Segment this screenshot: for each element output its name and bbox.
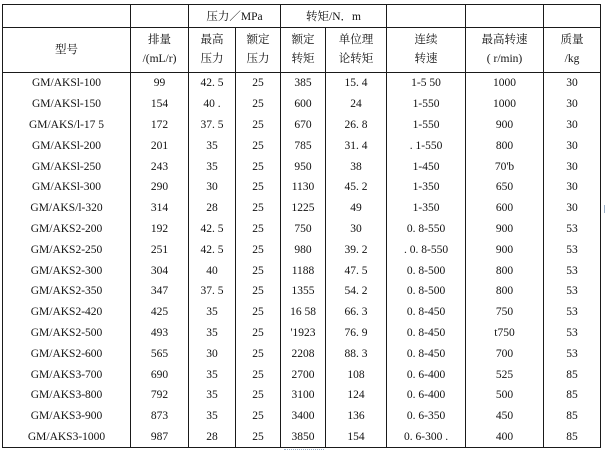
mass-cell: 30 (544, 94, 601, 115)
rated-pressure-cell: 25 (236, 115, 281, 136)
table-row (3, 385, 601, 406)
max-pressure-cell: 35 (189, 323, 236, 344)
mass-cell: 53 (544, 239, 601, 260)
model-cell: GM/AKS2-250 (3, 239, 131, 260)
table-row (3, 364, 601, 385)
column-header-text: 最高 (200, 34, 224, 46)
continuous-speed-cell: 0. 6-400 (387, 385, 466, 406)
unit-torque-cell: 38 (326, 156, 387, 177)
max-speed-cell: 70'b (466, 156, 544, 177)
displacement-cell: 154 (131, 94, 189, 115)
displacement-cell: 172 (131, 115, 189, 136)
table-row (3, 260, 601, 281)
max-pressure-cell: 30 (189, 177, 236, 198)
column-header-text: 型号 (55, 43, 78, 56)
max-speed-cell: 650 (466, 177, 544, 198)
continuous-speed-cell: 0. 8-500 (387, 281, 466, 302)
continuous-speed-cell: 0. 6-400 (387, 364, 466, 385)
continuous-speed-cell: 0. 6-350 (387, 406, 466, 427)
rated-torque-cell: '1923 (281, 323, 326, 344)
page-foot-marker (284, 449, 324, 450)
rated-pressure-cell: 25 (236, 302, 281, 323)
max-pressure-cell: 28 (189, 427, 236, 448)
max-pressure-cell: 42. 5 (189, 239, 236, 260)
max-speed-cell: 525 (466, 364, 544, 385)
rated-pressure-cell: 25 (236, 73, 281, 94)
rated-torque-cell: 1188 (281, 260, 326, 281)
max-speed-cell: 1000 (466, 73, 544, 94)
max-pressure-cell: 30 (189, 343, 236, 364)
max-speed-cell: 800 (466, 260, 544, 281)
table-row (3, 94, 601, 115)
column-header-row (3, 28, 601, 73)
column-header-rated-torque (281, 28, 326, 73)
max-speed-cell: 900 (466, 115, 544, 136)
rated-pressure-cell: 25 (236, 385, 281, 406)
max-speed-cell: 800 (466, 281, 544, 302)
rated-pressure-cell: 25 (236, 281, 281, 302)
column-header-unit-torque (326, 28, 387, 73)
model-cell: GM/AKSl-200 (3, 135, 131, 156)
model-cell: GM/AKS/l-17 5 (3, 115, 131, 136)
column-header-text: 压力 (200, 53, 224, 65)
column-header-mass (544, 28, 601, 73)
unit-torque-cell: 54. 2 (326, 281, 387, 302)
model-cell: GM/AKS2-500 (3, 323, 131, 344)
rated-torque-cell: 2700 (281, 364, 326, 385)
unit-torque-cell: 76. 9 (326, 323, 387, 344)
mass-cell: 30 (544, 73, 601, 94)
mass-cell: 53 (544, 302, 601, 323)
continuous-speed-cell: 0. 8-500 (387, 260, 466, 281)
rated-torque-cell: 670 (281, 115, 326, 136)
mass-cell: 53 (544, 281, 601, 302)
model-cell: GM/AKS3-800 (3, 385, 131, 406)
displacement-cell: 201 (131, 135, 189, 156)
column-header-unit: /kg (564, 53, 580, 65)
rated-torque-cell: 1130 (281, 177, 326, 198)
pressure-group-header: 压力／MPa (189, 5, 281, 28)
column-header-text: 转速 (414, 53, 438, 65)
rated-pressure-cell: 25 (236, 364, 281, 385)
max-speed-cell: 900 (466, 219, 544, 240)
mass-cell: 30 (544, 198, 601, 219)
column-header-text: 排量 (148, 34, 171, 46)
table-row (3, 73, 601, 94)
column-header-model (3, 28, 131, 73)
mass-cell: 85 (544, 385, 601, 406)
table-row (3, 198, 601, 219)
table-row (3, 177, 601, 198)
table-row (3, 135, 601, 156)
displacement-cell: 99 (131, 73, 189, 94)
continuous-speed-cell: 1-350 (387, 177, 466, 198)
max-speed-cell: 1000 (466, 94, 544, 115)
column-header-text: 额定 (291, 34, 315, 46)
mass-cell: 53 (544, 260, 601, 281)
displacement-cell: 690 (131, 364, 189, 385)
continuous-speed-cell: 0. 8-450 (387, 302, 466, 323)
mass-cell: 85 (544, 406, 601, 427)
max-pressure-cell: 35 (189, 156, 236, 177)
column-header-text: 转矩 (291, 53, 315, 65)
max-pressure-cell: 37. 5 (189, 115, 236, 136)
spec-table-body (3, 5, 601, 448)
mass-cell: 85 (544, 427, 601, 448)
rated-torque-cell: 600 (281, 94, 326, 115)
column-header-continuous-speed (387, 28, 466, 73)
displacement-cell: 192 (131, 219, 189, 240)
column-header-displacement (131, 28, 189, 73)
rated-torque-cell: 950 (281, 156, 326, 177)
displacement-cell: 314 (131, 198, 189, 219)
unit-torque-cell: 49 (326, 198, 387, 219)
column-header-text: 质量 (560, 34, 584, 46)
displacement-cell: 347 (131, 281, 189, 302)
continuous-speed-cell: 0. 8-450 (387, 343, 466, 364)
max-speed-cell: 450 (466, 406, 544, 427)
rated-pressure-cell: 25 (236, 135, 281, 156)
displacement-cell: 493 (131, 323, 189, 344)
unit-torque-cell: 26. 8 (326, 115, 387, 136)
max-pressure-cell: 35 (189, 406, 236, 427)
column-header-text: 额定 (246, 34, 270, 46)
column-header-text: 压力 (246, 53, 270, 65)
unit-torque-cell: 39. 2 (326, 239, 387, 260)
column-header-text: 连续 (414, 34, 438, 46)
unit-torque-cell: 31. 4 (326, 135, 387, 156)
max-speed-cell: 800 (466, 135, 544, 156)
unit-torque-cell: 66. 3 (326, 302, 387, 323)
mass-cell: 53 (544, 323, 601, 344)
group-header-blank (131, 5, 189, 28)
model-cell: GM/AKS2-350 (3, 281, 131, 302)
mass-cell: 30 (544, 135, 601, 156)
displacement-cell: 792 (131, 385, 189, 406)
mass-cell: 30 (544, 115, 601, 136)
max-pressure-cell: 35 (189, 135, 236, 156)
rated-torque-cell: 750 (281, 219, 326, 240)
max-pressure-cell: 37. 5 (189, 281, 236, 302)
torque-group-header: 转矩/N．m (281, 5, 387, 28)
rated-torque-cell: 785 (281, 135, 326, 156)
unit-torque-cell: 45. 2 (326, 177, 387, 198)
unit-torque-cell: 88. 3 (326, 343, 387, 364)
model-cell: GM/AKS2-420 (3, 302, 131, 323)
rated-torque-cell: 2208 (281, 343, 326, 364)
rated-torque-cell: 1225 (281, 198, 326, 219)
continuous-speed-cell: 0. 6-300 . (387, 427, 466, 448)
unit-torque-cell: 136 (326, 406, 387, 427)
rated-pressure-cell: 25 (236, 198, 281, 219)
rated-torque-cell: 3850 (281, 427, 326, 448)
rated-pressure-cell: 25 (236, 260, 281, 281)
group-header-row (3, 5, 601, 28)
max-speed-cell: 500 (466, 385, 544, 406)
mass-cell: 85 (544, 364, 601, 385)
unit-torque-cell: 15. 4 (326, 73, 387, 94)
displacement-cell: 565 (131, 343, 189, 364)
table-row (3, 323, 601, 344)
model-cell: GM/AKSl-100 (3, 73, 131, 94)
table-row (3, 115, 601, 136)
rated-pressure-cell: 25 (236, 177, 281, 198)
max-speed-cell: 700 (466, 343, 544, 364)
displacement-cell: 243 (131, 156, 189, 177)
model-cell: GM/AKS2-300 (3, 260, 131, 281)
column-header-text: 单位理 (338, 34, 374, 46)
rated-pressure-cell: 25 (236, 427, 281, 448)
unit-torque-cell: 30 (326, 219, 387, 240)
rated-torque-cell: 16 58 (281, 302, 326, 323)
max-speed-cell: 900 (466, 239, 544, 260)
table-row (3, 239, 601, 260)
displacement-cell: 290 (131, 177, 189, 198)
max-pressure-cell: 35 (189, 302, 236, 323)
max-pressure-cell: 28 (189, 198, 236, 219)
displacement-cell: 425 (131, 302, 189, 323)
model-cell: GM/AKS3-1000 (3, 427, 131, 448)
max-pressure-cell: 42. 5 (189, 219, 236, 240)
column-header-text: 最高转速 (481, 34, 528, 46)
table-row (3, 281, 601, 302)
rated-pressure-cell: 25 (236, 343, 281, 364)
model-cell: GM/AKS3-900 (3, 406, 131, 427)
rated-pressure-cell: 25 (236, 219, 281, 240)
unit-torque-cell: 24 (326, 94, 387, 115)
max-pressure-cell: 42. 5 (189, 73, 236, 94)
mass-cell: 30 (544, 156, 601, 177)
unit-torque-cell: 108 (326, 364, 387, 385)
model-cell: GM/AKS2-600 (3, 343, 131, 364)
model-cell: GM/AKSl-300 (3, 177, 131, 198)
rated-torque-cell: 3400 (281, 406, 326, 427)
model-cell: GM/AKSl-250 (3, 156, 131, 177)
group-header-blank (387, 5, 466, 28)
displacement-cell: 304 (131, 260, 189, 281)
max-speed-cell: 400 (466, 427, 544, 448)
model-cell: GM/AKS/l-320 (3, 198, 131, 219)
continuous-speed-cell: 0. 8-450 (387, 323, 466, 344)
displacement-cell: 873 (131, 406, 189, 427)
unit-torque-cell: 47. 5 (326, 260, 387, 281)
table-row (3, 406, 601, 427)
table-row (3, 156, 601, 177)
column-header-text: 论转矩 (338, 53, 374, 65)
table-row (3, 219, 601, 240)
column-header-unit: /(mL/r) (142, 53, 177, 65)
group-header-blank (544, 5, 601, 28)
table-row (3, 302, 601, 323)
max-speed-cell: 600 (466, 198, 544, 219)
group-header-blank (466, 5, 544, 28)
rated-pressure-cell: 25 (236, 94, 281, 115)
unit-torque-cell: 124 (326, 385, 387, 406)
continuous-speed-cell: 1-550 (387, 115, 466, 136)
rated-pressure-cell: 25 (236, 323, 281, 344)
continuous-speed-cell: 1-450 (387, 156, 466, 177)
max-pressure-cell: 35 (189, 385, 236, 406)
model-cell: GM/AKSl-150 (3, 94, 131, 115)
column-header-max-pressure (189, 28, 236, 73)
rated-torque-cell: 1355 (281, 281, 326, 302)
column-header-rated-pressure (236, 28, 281, 73)
continuous-speed-cell: 1-550 (387, 94, 466, 115)
max-pressure-cell: 40 . (189, 94, 236, 115)
column-header-unit: ( r/min) (486, 53, 523, 65)
max-speed-cell: t750 (466, 323, 544, 344)
continuous-speed-cell: 1-5 50 (387, 73, 466, 94)
model-cell: GM/AKS3-700 (3, 364, 131, 385)
max-pressure-cell: 35 (189, 364, 236, 385)
scroll-edge-marker (604, 205, 608, 213)
mass-cell: 53 (544, 219, 601, 240)
mass-cell: 30 (544, 177, 601, 198)
group-header-blank (3, 5, 131, 28)
continuous-speed-cell: . 1-550 (387, 135, 466, 156)
motor-spec-table (2, 4, 601, 448)
continuous-speed-cell: . 0. 8-550 (387, 239, 466, 260)
displacement-cell: 987 (131, 427, 189, 448)
model-cell: GM/AKS2-200 (3, 219, 131, 240)
continuous-speed-cell: 0. 8-550 (387, 219, 466, 240)
rated-torque-cell: 385 (281, 73, 326, 94)
rated-pressure-cell: 25 (236, 406, 281, 427)
max-pressure-cell: 40 (189, 260, 236, 281)
continuous-speed-cell: 1-350 (387, 198, 466, 219)
rated-pressure-cell: 25 (236, 239, 281, 260)
displacement-cell: 251 (131, 239, 189, 260)
rated-torque-cell: 980 (281, 239, 326, 260)
max-speed-cell: 750 (466, 302, 544, 323)
table-row (3, 427, 601, 448)
unit-torque-cell: 154 (326, 427, 387, 448)
rated-torque-cell: 3100 (281, 385, 326, 406)
table-row (3, 343, 601, 364)
column-header-max-speed (466, 28, 544, 73)
rated-pressure-cell: 25 (236, 156, 281, 177)
mass-cell: 53 (544, 343, 601, 364)
